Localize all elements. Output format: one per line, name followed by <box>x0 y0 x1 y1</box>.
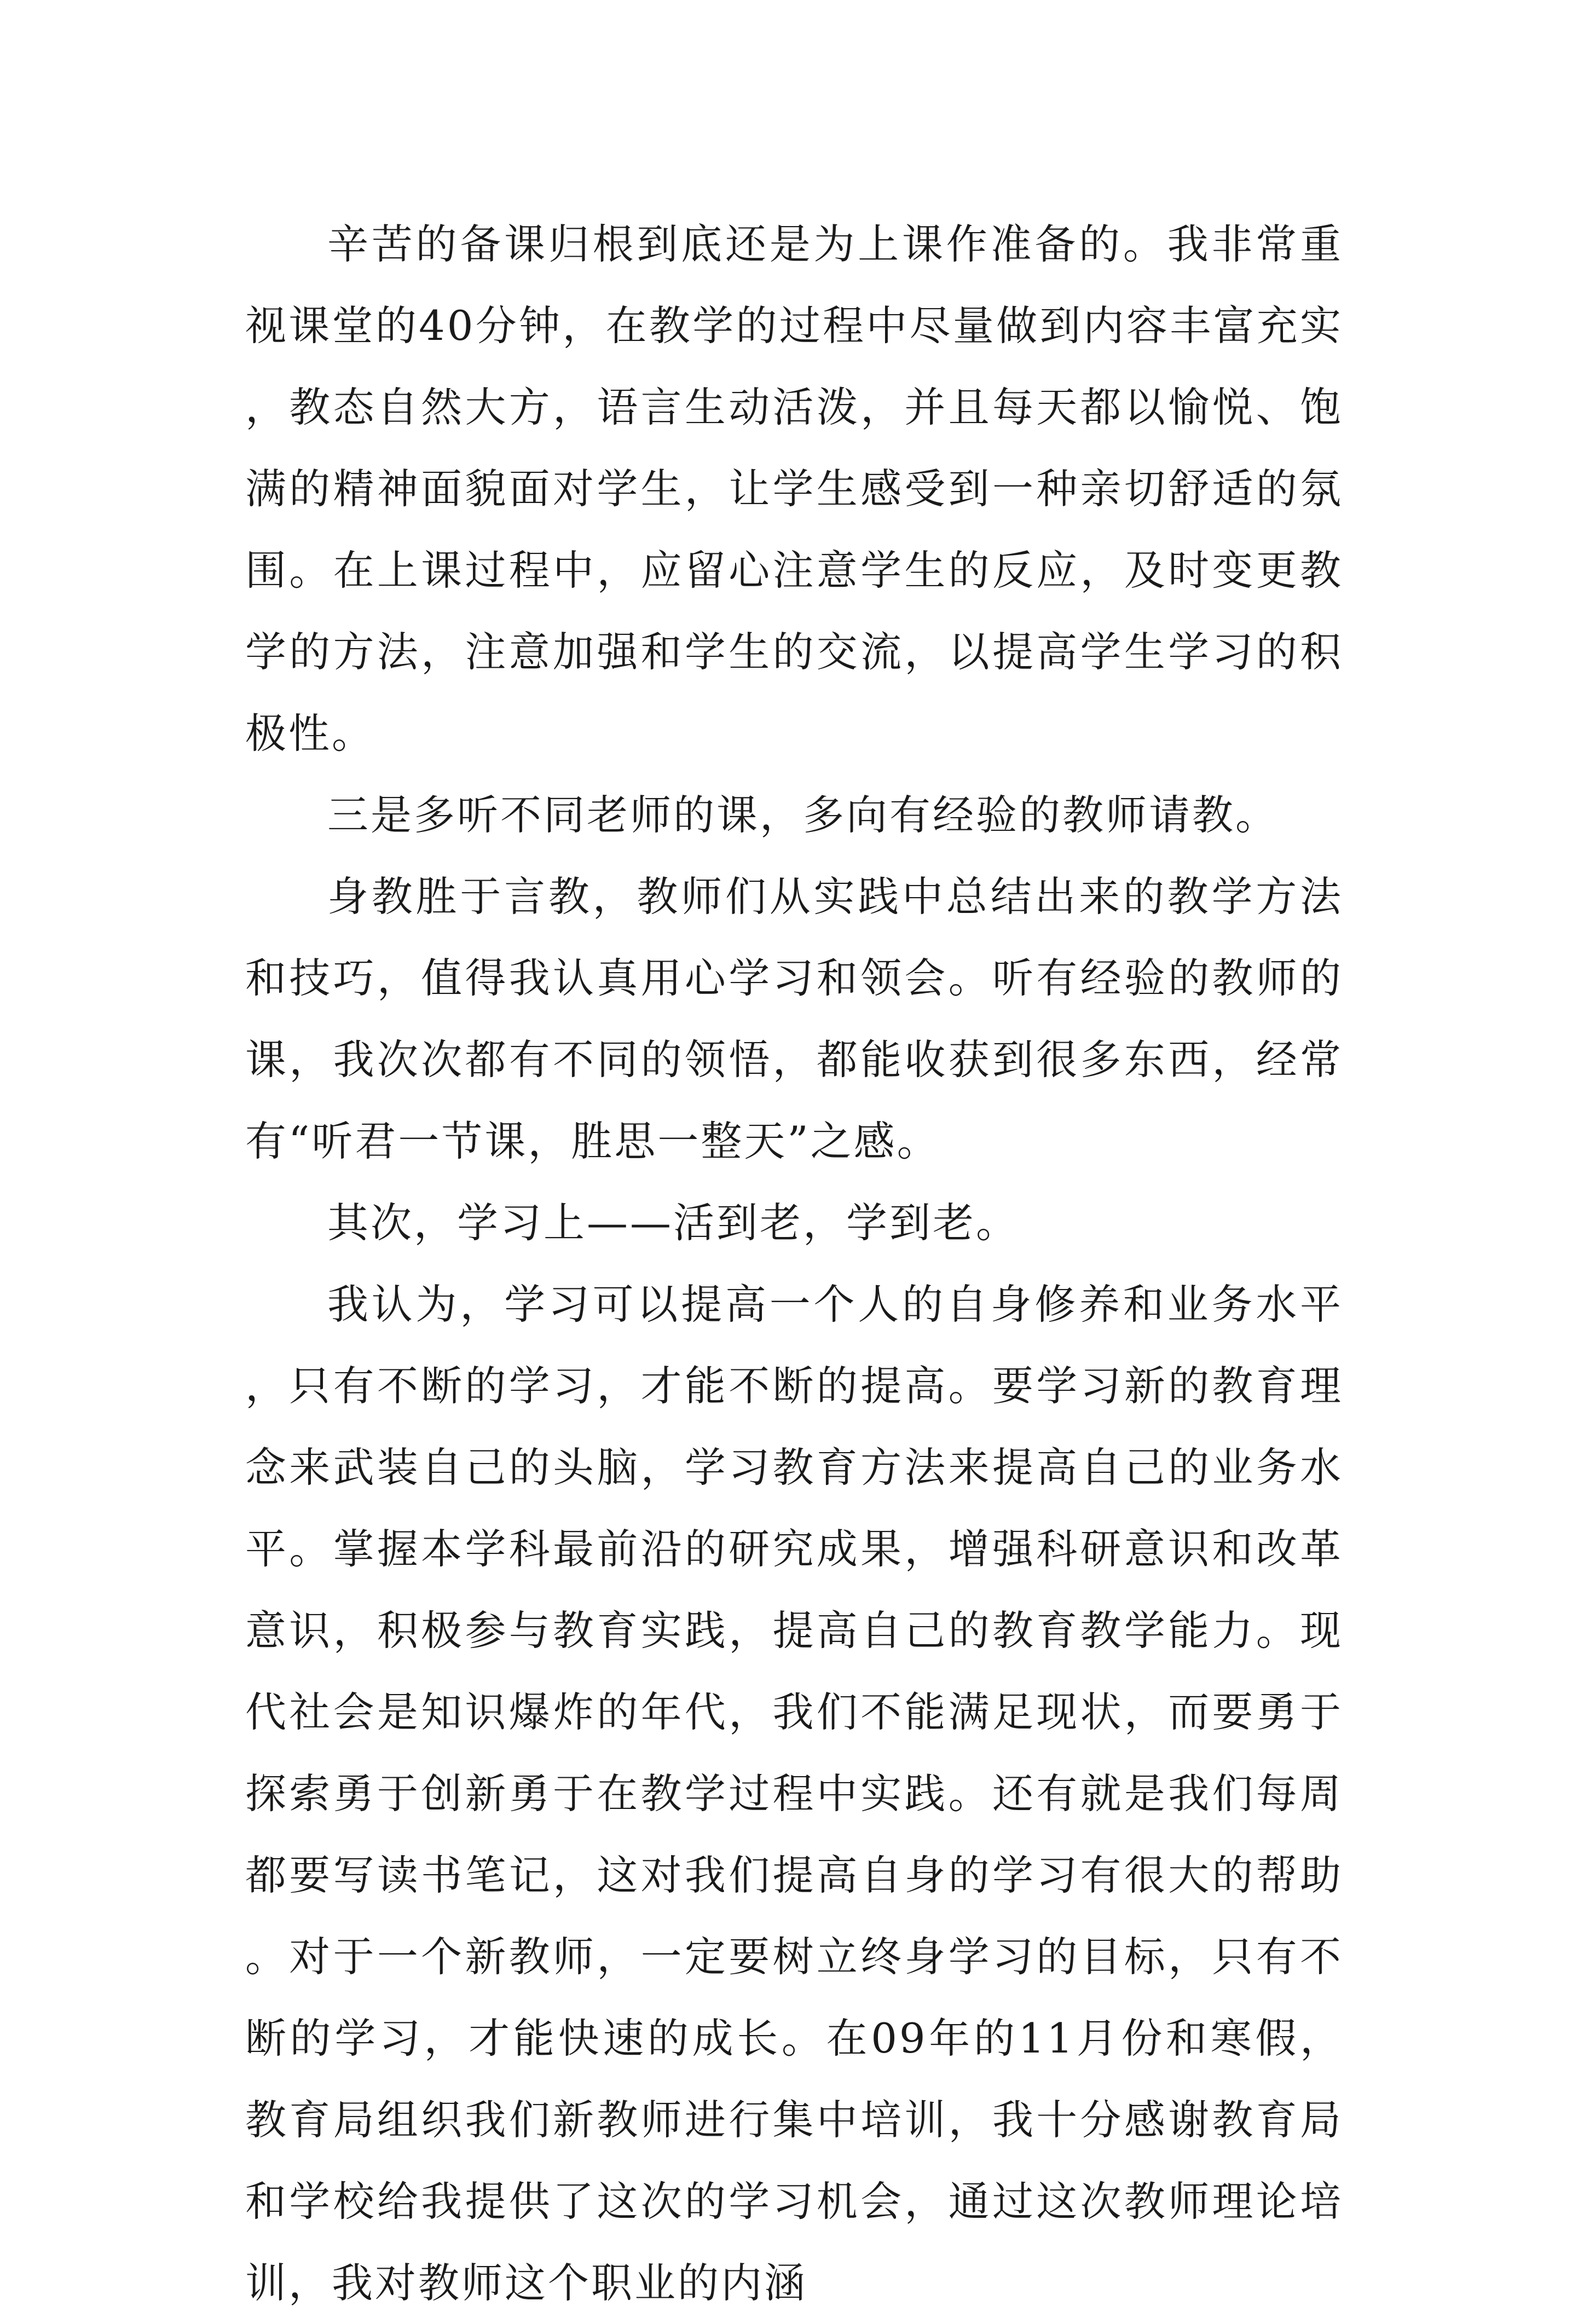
paragraph-lesson-preparation: 辛苦的备课归根到底还是为上课作准备的。我非常重视课堂的40分钟，在教学的过程中尽量做到内容丰富充实，教态自然大方，语言生动活泼，并且每天都以愉悦、饱满的精神面貌面对学生，让学生感受到一种亲切舒适的氛围。在上课过程中，应留心注意学生的反应，及时变更教学的方法，注意加强和学生的交流，以提高学生学习的积极性。 <box>245 220 1343 758</box>
paragraph-lifelong-learning-heading: 其次，学习上——活到老，学到老。 <box>327 1199 1020 1247</box>
paragraph-learn-from-experience: 身教胜于言教，教师们从实践中总结出来的教学方法和技巧，值得我认真用心学习和领会。听有经验的教师的课，我次次都有不同的领悟，都能收获到很多东西，经常有“听君一节课，胜思一整天”之感。 <box>245 872 1343 1165</box>
document-body <box>245 204 1343 2324</box>
paragraph-listen-to-classes: 三是多听不同老师的课，多向有经验的教师请教。 <box>327 791 1279 839</box>
paragraph-lifelong-learning-body: 我认为，学习可以提高一个人的自身修养和业务水平，只有不断的学习，才能不断的提高。要学习新的教育理念来武装自己的头脑，学习教育方法来提高自己的业务水平。掌握本学科最前沿的研究成果，增强科研意识和改革意识，积极参与教育实践，提高自己的教育教学能力。现代社会是知识爆炸的年代，我们不能满足现状，而要勇于探索勇于创新勇于在教学过程中实践。还有就是我们每周都要写读书笔记，这对我们提高自身的学习有很大的帮助。对于一个新教师，一定要树立终身学习的目标，只有不断的学习，才能快速的成长。在09年的11月份和寒假，教育局组织我们新教师进行集中培训，我十分感谢教育局和学校给我提供了这次的学习机会，通过这次教师理论培训，我对教师这个职业的内涵 <box>245 1280 1343 2307</box>
